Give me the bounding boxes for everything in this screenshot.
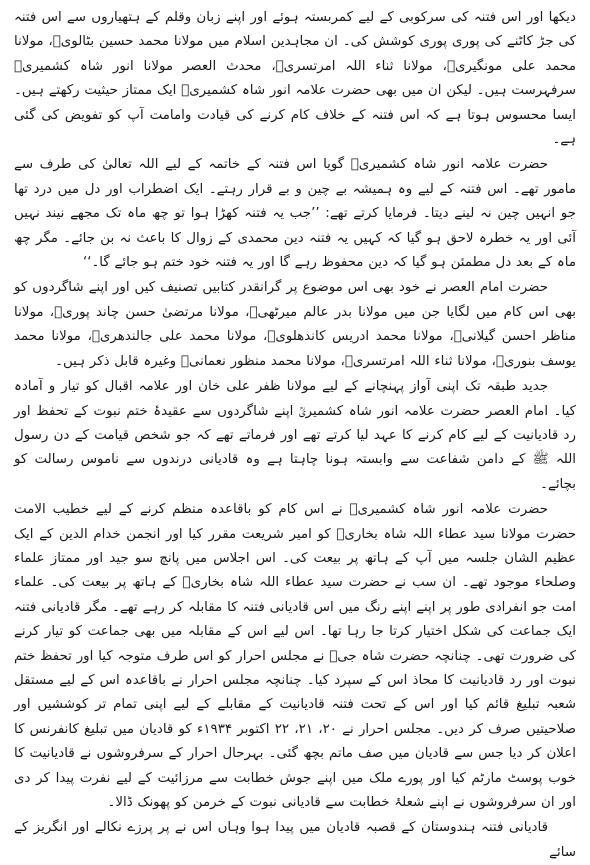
paragraph-majlis-ahrar: حضرت علامہ انور شاہ کشمیریؒ نے اس کام کو باقاعدہ منظم کرنے کے لیے خطیب الامت حضرت مولانا سید عطاء اللہ شاہ بخاریؒ کو امیر شریعت مقرر کیا اور انجمن خدام الدین کے ایک عظیم الشان جلسہ میں آپ کے ہاتھ پر بیعت کی۔ اس اجلاس میں پانچ سو جید اور ممتاز علماء وصلحاء موجود تھے۔ ان سب نے حضرت سید عطاء اللہ شاہ بخاریؒ کے ہاتھ پر بیعت کی۔ علماء امت جو انفرادی طور پر اپنے اپنے رنگ میں اس قادیانی فتنہ کا مقابلہ کر رہے تھے۔ مگر قادیانی فتنہ ایک جماعت کی شکل اختیار کرتا جا رہا تھا۔ اس لیے اس کے مقابلہ میں بھی جماعت کو تیار کرنے کی ضرورت تھی۔ چنانچہ حضرت شاہ جیؒ نے مجلس احرار کو اس طرف متوجہ کیا اور تحفظ ختم نبوت اور رد قادیانیت کا محاذ اس کے سپرد کیا۔ چنانچہ مجلس احرار نے باقاعدہ اس کے لیے مستقل شعبہ تبلیغ قائم کیا اور اس کے تحت فتنہ قادیانیت کے مقابلے کے لیے اپنی تمام تر کوششیں اور صلاحیتیں صرف کر دیں۔ مجلس احرار نے ۲۰، ۲۱، ۲۲ اکتوبر ۱۹۳۴ء کو قادیان میں تبلیغ کانفرنس کا اعلان کر دیا جس سے قادیان میں صف ماتم بچھ گئی۔ بہرحال احرار کے سرفروشوں نے قادیانیت کا خوب پوسٹ مارٹم کیا اور پورے ملک میں اپنے جوش خطابت سے مرزائیت کے لیے نفرت پیدا کر دی اور ان سرفروشوں نے اپنے شعلۂ خطابت سے قادیانی نبوت کے خرمن کو پھونک ڈالا۔ (14, 502, 576, 810)
document-page (14, 6, 576, 860)
paragraph-modern-class: جدید طبقہ تک اپنی آواز پہنچانے کے لیے مولانا ظفر علی خان اور علامہ اقبال کو تیار و آمادہ کیا۔ امام العصر حضرت علامہ انور شاہ کشمیریؒ اپنے شاگردوں سے عقیدۂ ختم نبوت کے تحفظ اور رد قادیانیت کے لیے کام کرنے کا عہد لیا کرتے تھے اور فرماتے تھے کہ جو شخص قیامت کے دن رسول اللہ ﷺ کے دامن شفاعت سے وابستہ ہونا چاہتا ہے وہ قادیانی درندوں سے ناموس رسالت کو بچائے۔ (14, 379, 576, 492)
paragraph-intro: دیکھا اور اس فتنہ کی سرکوبی کے لیے کمربستہ ہوئے اور اپنے زبان وقلم کے ہتھیاروں سے اس فتنہ کی جڑ کاٹنے کی پوری پوری کوشش کی۔ ان مجاہدین اسلام میں مولانا محمد حسین بٹالویؒ، مولانا محمد علی مونگیریؒ، مولانا ثناء اللہ امرتسریؒ، محدث العصر مولانا انور شاہ کشمیریؒ سرفہرست ہیں۔ لیکن ان میں بھی حضرت علامہ انور شاہ کشمیریؒ ایک ممتاز حیثیت رکھتے ہیں۔ ایسا محسوس ہوتا ہے کہ اس فتنہ کے خلاف کام کرنے کی قیادت وامامت آپ کو تفویض کی گئی ہے۔ (14, 10, 576, 148)
paragraph-students-books: حضرت امام العصر نے خود بھی اس موضوع پر گرانقدر کتابیں تصنیف کیں اور اپنے شاگردوں کو بھی اس کام میں لگایا جن میں مولانا بدر عالم میرٹھیؒ، مولانا مرتضیٰ حسن چاند پوریؒ، مولانا مناظر احسن گیلانیؒ، مولانا محمد ادریس کاندھلویؒ، مولانا محمد علی جالندھریؒ، مولانا محمد یوسف بنوریؒ، مولانا ثناء اللہ امرتسریؒ، مولانا محمد منظور نعمانیؒ وغیرہ قابل ذکر ہیں۔ (14, 280, 576, 369)
article-body (14, 6, 576, 865)
paragraph-kashmiri-restlessness: حضرت علامہ انور شاہ کشمیریؒ گویا اس فتنہ کے خاتمہ کے لیے اللہ تعالیٰ کی طرف سے مامور تھے۔ اس فتنہ کے لیے وہ ہمیشہ بے چین و بے قرار رہتے۔ ایک اضطراب اور دل میں درد تھا جو انہیں چین نہ لینے دیتا۔ فرمایا کرتے تھے: ’’جب یہ فتنہ کھڑا ہوا تو چھ ماہ تک مجھے نیند نہیں آئی اور یہ خطرہ لاحق ہو گیا کہ کہیں یہ فتنہ دین محمدی کے زوال کا باعث نہ بن جائے۔ مگر چھ ماہ کے بعد دل مطمئن ہو گیا کہ دین محفوظ رہے گا اور یہ فتنہ خود ختم ہو جائے گا۔‘‘ (14, 157, 576, 271)
paragraph-qadian-origin: قادیانی فتنہ ہندوستان کے قصبہ قادیان میں پیدا ہوا وہاں اس نے پر پرزے نکالے اور انگریز کے سائے (14, 820, 576, 860)
